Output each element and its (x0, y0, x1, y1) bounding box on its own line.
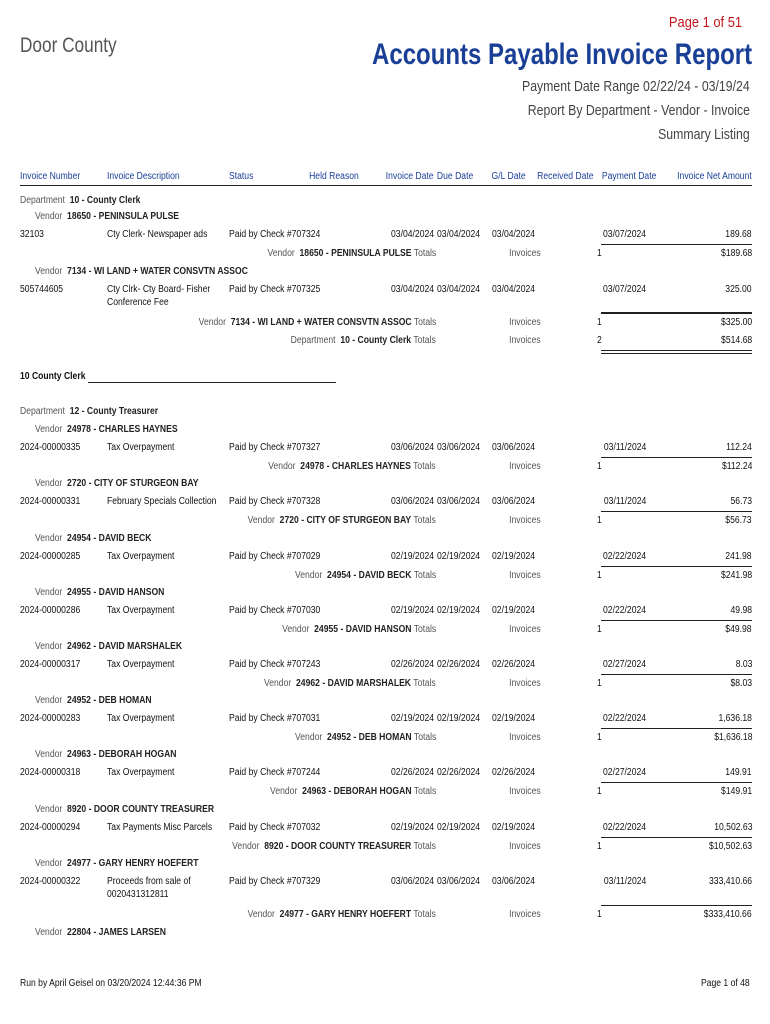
vendor-name: 8920 - DOOR COUNTY TREASURER (264, 841, 412, 852)
gl-date: 02/19/2024 (492, 551, 536, 562)
col-status: Status (229, 171, 254, 182)
totals-label: Totals (413, 570, 436, 581)
vendor-label: Vendor (35, 266, 63, 277)
payment-date: 03/11/2024 (603, 876, 646, 887)
vendor-total-label (248, 909, 436, 920)
subtotal-line (601, 674, 752, 675)
subtotal-line (601, 905, 752, 906)
vendor-total-label (248, 515, 436, 526)
payment-date: 03/11/2024 (603, 442, 646, 453)
invoice-amount: 189.68 (725, 229, 752, 240)
vendor-name: 24952 - DEB HOMAN (67, 695, 152, 706)
vendor-heading (35, 858, 198, 869)
vendor-total-label (270, 786, 436, 797)
vendor-name: 2720 - CITY OF STURGEON BAY (279, 515, 412, 526)
vendor-heading (35, 211, 179, 222)
vendor-invoices-label: Invoices (509, 515, 541, 526)
totals-label: Totals (413, 841, 436, 852)
vendor-heading (35, 641, 182, 652)
vendor-label: Vendor (35, 641, 63, 652)
vendor-total-amount: $189.68 (720, 248, 752, 259)
totals-label: Totals (413, 515, 436, 526)
vendor-total-amount: $241.98 (720, 570, 752, 581)
gl-date: 03/06/2024 (492, 876, 536, 887)
due-date: 02/19/2024 (436, 822, 480, 833)
payment-date: 02/27/2024 (602, 659, 646, 670)
invoice-amount: 333,410.66 (708, 876, 752, 887)
invoice-amount: 8.03 (735, 659, 752, 670)
vendor-label: Vendor (35, 478, 63, 489)
vendor-heading: Vendor 22804 - JAMES LARSEN (35, 927, 166, 938)
vendor-total-amount: $1,636.18 (713, 732, 752, 743)
invoice-description: 0020431312811 (107, 889, 169, 900)
invoice-number: 2024-00000318 (20, 767, 81, 778)
subtotal-line (601, 457, 752, 458)
vendor-name: 24962 - DAVID MARSHALEK (67, 641, 183, 652)
vendor-label: Vendor (247, 515, 276, 526)
totals-label: Totals (413, 624, 436, 635)
gl-date: 02/19/2024 (492, 822, 536, 833)
due-date: 03/06/2024 (436, 876, 480, 887)
vendor-label: Vendor (35, 587, 63, 598)
col-payment-date: Payment Date (601, 171, 656, 182)
invoice-number: 2024-00000285 (20, 551, 81, 562)
vendor-name: 24963 - DEBORAH HOGAN (301, 786, 412, 797)
invoice-amount: 10,502.63 (713, 822, 752, 833)
vendor-name: 24962 - DAVID MARSHALEK (296, 678, 412, 689)
invoice-description: Tax Overpayment (107, 713, 175, 724)
vendor-name: 24978 - CHARLES HAYNES (300, 461, 412, 472)
invoice-status: Paid by Check #707029 (229, 551, 321, 562)
invoice-number: 2024-00000322 (20, 876, 81, 887)
vendor-total-label (232, 841, 436, 852)
col-invoice-net-amount: Invoice Net Amount (677, 171, 752, 182)
vendor-label: Vendor (294, 570, 323, 581)
invoice-status: Paid by Check #707030 (229, 605, 321, 616)
due-date: 02/26/2024 (436, 659, 480, 670)
vendor-label: Vendor (198, 317, 226, 328)
dept-invoices-label: Invoices (509, 335, 541, 346)
subtotal-line (601, 837, 752, 838)
county-name: Door County (20, 34, 117, 57)
invoice-amount: 49.98 (730, 605, 752, 616)
vendor-name: 7134 - WI LAND + WATER CONSVTN ASSOC (67, 266, 248, 277)
gl-date: 03/06/2024 (492, 442, 536, 453)
invoice-amount: 1,636.18 (718, 713, 752, 724)
invoice-status: Paid by Check #707327 (229, 442, 321, 453)
invoice-description: Tax Overpayment (107, 605, 175, 616)
vendor-heading (35, 424, 178, 435)
vendor-total-label (295, 732, 436, 743)
col-invoice-description: Invoice Description (107, 171, 180, 182)
totals-label: Totals (413, 732, 436, 743)
vendor-total-label (282, 624, 436, 635)
vendor-label: Vendor (268, 461, 296, 472)
vendor-invoices-label: Invoices (509, 461, 541, 472)
subtotal-line (601, 566, 752, 567)
invoice-description: Tax Overpayment (107, 442, 175, 453)
vendor-name: 24952 - DEB HOMAN (326, 732, 412, 743)
invoice-status: Paid by Check #707328 (229, 496, 321, 507)
invoice-status: Paid by Check #707329 (229, 876, 321, 887)
run-by-footer: Run by April Geisel on 03/20/2024 12:44:36 PM (20, 978, 202, 989)
invoice-amount: 241.98 (725, 551, 752, 562)
due-date: 03/06/2024 (436, 496, 480, 507)
gl-date: 02/26/2024 (492, 659, 536, 670)
vendor-invoices-label: Invoices (509, 678, 541, 689)
vendor-heading (35, 266, 248, 277)
subtotal-line (601, 244, 752, 245)
invoice-amount: 325.00 (725, 284, 752, 295)
invoice-description: February Specials Collection (107, 496, 217, 507)
subtitle-date-range: Payment Date Range 02/22/24 - 03/19/24 (522, 78, 750, 95)
page-footer: Page 1 of 48 (701, 978, 750, 989)
col-due-date: Due Date (436, 171, 473, 182)
subtotal-line (601, 782, 752, 783)
vendor-label: Vendor (294, 732, 322, 743)
col-held-reason: Held Reason (309, 171, 359, 182)
invoice-description: Tax Overpayment (107, 659, 175, 670)
dept-footer-label: 10 County Clerk (20, 371, 86, 382)
invoice-description: Tax Overpayment (107, 767, 175, 778)
vendor-total-label (269, 461, 436, 472)
vendor-invoices-label: Invoices (509, 909, 541, 920)
due-date: 02/19/2024 (436, 713, 480, 724)
invoice-number: 2024-00000335 (20, 442, 81, 453)
payment-date: 02/22/2024 (602, 605, 646, 616)
invoice-number: 2024-00000294 (20, 822, 81, 833)
vendor-label: Vendor (247, 909, 276, 920)
vendor-label: Vendor (232, 841, 260, 852)
invoice-status: Paid by Check #707325 (229, 284, 321, 295)
vendor-total-amount: $325.00 (720, 317, 752, 328)
vendor-total-label (295, 570, 436, 581)
col-gl-date: G/L Date (491, 171, 526, 182)
due-date: 03/06/2024 (436, 442, 480, 453)
subtotal-line (601, 313, 752, 314)
vendor-invoices-count: 1 (597, 248, 602, 259)
invoice-amount: 56.73 (730, 496, 752, 507)
dept-label: Department 10 - County Clerk (20, 195, 141, 206)
vendor-heading (35, 478, 198, 489)
invoice-description: Cty Clrk- Cty Board- Fisher (107, 284, 211, 295)
invoice-date: 02/19/2024 (390, 605, 434, 616)
vendor-heading (35, 804, 214, 815)
due-date: 02/19/2024 (436, 605, 480, 616)
vendor-label: Vendor (35, 424, 63, 435)
payment-date: 03/11/2024 (603, 496, 646, 507)
invoice-description: Conference Fee (107, 297, 169, 308)
invoice-date: 03/04/2024 (390, 229, 434, 240)
vendor-total-amount: $49.98 (725, 624, 752, 635)
vendor-invoices-label: Invoices (509, 624, 541, 635)
vendor-heading (35, 695, 152, 706)
invoice-amount: 112.24 (726, 442, 752, 453)
col-invoice-number: Invoice Number (20, 171, 81, 182)
vendor-name: 24977 - GARY HENRY HOEFERT (67, 858, 199, 869)
vendor-invoices-count: 1 (597, 624, 602, 635)
vendor-invoices-label: Invoices (509, 841, 541, 852)
payment-date: 02/27/2024 (602, 767, 646, 778)
vendor-label: Vendor (35, 211, 63, 222)
vendor-label: Vendor (35, 533, 63, 544)
total-double-line (601, 350, 752, 354)
vendor-name: 24954 - DAVID BECK (67, 533, 152, 544)
invoice-number: 2024-00000331 (20, 496, 81, 507)
dept-total-label: Department 10 - County Clerk Totals (290, 335, 436, 346)
vendor-invoices-count: 1 (597, 909, 602, 920)
gl-date: 02/26/2024 (492, 767, 536, 778)
invoice-status: Paid by Check #707324 (229, 229, 321, 240)
totals-label: Totals (413, 909, 436, 920)
vendor-name: 24963 - DEBORAH HOGAN (67, 749, 177, 760)
vendor-name: 8920 - DOOR COUNTY TREASURER (67, 804, 215, 815)
invoice-number: 32103 (20, 229, 44, 240)
invoice-date: 03/06/2024 (390, 496, 434, 507)
gl-date: 03/04/2024 (492, 284, 536, 295)
vendor-name: 24954 - DAVID BECK (326, 570, 412, 581)
vendor-label: Vendor (35, 749, 63, 760)
invoice-date: 02/26/2024 (390, 659, 434, 670)
subtitle-report-by: Report By Department - Vendor - Invoice (527, 102, 750, 119)
payment-date: 03/07/2024 (602, 229, 646, 240)
payment-date: 03/07/2024 (602, 284, 646, 295)
vendor-total-amount: $149.91 (720, 786, 752, 797)
vendor-invoices-count: 1 (597, 317, 602, 328)
invoice-number: 505744605 (20, 284, 64, 295)
vendor-invoices-count: 1 (597, 461, 602, 472)
due-date: 03/04/2024 (436, 284, 480, 295)
due-date: 02/19/2024 (436, 551, 480, 562)
vendor-heading (35, 749, 176, 760)
invoice-date: 03/06/2024 (390, 876, 434, 887)
vendor-invoices-count: 1 (597, 786, 602, 797)
totals-label: Totals (413, 248, 436, 259)
gl-date: 03/04/2024 (492, 229, 536, 240)
invoice-description: Proceeds from sale of (107, 876, 191, 887)
vendor-invoices-count: 1 (597, 570, 602, 581)
vendor-invoices-label: Invoices (509, 732, 541, 743)
invoice-amount: 149.91 (725, 767, 752, 778)
invoice-description: Cty Clerk- Newspaper ads (107, 229, 208, 240)
invoice-description: Tax Payments Misc Parcels (107, 822, 213, 833)
subtotal-line (601, 728, 752, 729)
vendor-total-amount: $333,410.66 (704, 909, 752, 920)
vendor-invoices-count: 1 (597, 678, 602, 689)
subtotal-line (601, 511, 752, 512)
dept-footer-line (88, 382, 336, 383)
invoice-date: 03/06/2024 (390, 442, 434, 453)
vendor-invoices-count: 1 (597, 732, 602, 743)
vendor-invoices-count: 1 (597, 515, 602, 526)
vendor-name: 18650 - PENINSULA PULSE (67, 211, 180, 222)
totals-label: Totals (413, 317, 436, 328)
invoice-status: Paid by Check #707031 (229, 713, 321, 724)
gl-date: 02/19/2024 (492, 605, 536, 616)
gl-date: 03/06/2024 (492, 496, 536, 507)
vendor-total-amount: $10,502.63 (708, 841, 752, 852)
invoice-date: 02/19/2024 (390, 713, 434, 724)
vendor-name: 24955 - DAVID HANSON (313, 624, 412, 635)
col-invoice-date: Invoice Date (386, 171, 434, 182)
vendor-total-amount: $8.03 (730, 678, 752, 689)
vendor-name: 24955 - DAVID HANSON (67, 587, 165, 598)
gl-date: 02/19/2024 (492, 713, 536, 724)
page-number-label: Page 1 of 51 (668, 14, 742, 31)
totals-label: Totals (413, 786, 436, 797)
vendor-invoices-count: 1 (597, 841, 602, 852)
subtotal-line (601, 312, 752, 313)
subtitle-summary: Summary Listing (658, 126, 750, 143)
invoice-date: 02/19/2024 (390, 551, 434, 562)
invoice-date: 02/19/2024 (390, 822, 434, 833)
invoice-number: 2024-00000286 (20, 605, 81, 616)
vendor-label: Vendor (267, 248, 295, 259)
vendor-total-amount: $112.24 (721, 461, 752, 472)
vendor-invoices-label: Invoices (509, 248, 541, 259)
totals-label: Totals (413, 678, 436, 689)
col-received-date: Received Date (537, 171, 594, 182)
vendor-label: Vendor (35, 695, 63, 706)
invoice-date: 03/04/2024 (390, 284, 434, 295)
due-date: 03/04/2024 (436, 229, 480, 240)
invoice-description: Tax Overpayment (107, 551, 175, 562)
vendor-label: Vendor (269, 786, 298, 797)
vendor-name: 7134 - WI LAND + WATER CONSVTN ASSOC (230, 317, 412, 328)
invoice-date: 02/26/2024 (390, 767, 434, 778)
invoice-status: Paid by Check #707244 (229, 767, 321, 778)
vendor-total-amount: $56.73 (725, 515, 752, 526)
dept-total-amount: $514.68 (720, 335, 752, 346)
totals-label: Totals (413, 461, 436, 472)
invoice-status: Paid by Check #707243 (229, 659, 321, 670)
vendor-name: 24977 - GARY HENRY HOEFERT (279, 909, 412, 920)
vendor-label: Vendor (264, 678, 292, 689)
vendor-invoices-label: Invoices (509, 786, 541, 797)
due-date: 02/26/2024 (436, 767, 480, 778)
vendor-label: Vendor (35, 804, 63, 815)
vendor-invoices-label: Invoices (509, 570, 541, 581)
vendor-name: 2720 - CITY OF STURGEON BAY (67, 478, 199, 489)
report-title: Accounts Payable Invoice Report (371, 38, 752, 71)
dept-invoices-count: 2 (597, 335, 602, 346)
vendor-label: Vendor (281, 624, 310, 635)
invoice-status: Paid by Check #707032 (229, 822, 321, 833)
vendor-invoices-label: Invoices (509, 317, 541, 328)
vendor-total-label (198, 317, 436, 328)
invoice-number: 2024-00000283 (20, 713, 81, 724)
vendor-heading (35, 587, 164, 598)
vendor-total-label (264, 678, 436, 689)
payment-date: 02/22/2024 (602, 551, 646, 562)
vendor-total-label (267, 248, 436, 259)
payment-date: 02/22/2024 (602, 822, 646, 833)
header-divider (20, 185, 752, 186)
dept-label: Department 12 - County Treasurer (20, 406, 159, 417)
vendor-heading (35, 533, 151, 544)
subtotal-line (601, 620, 752, 621)
vendor-label: Vendor (35, 858, 63, 869)
vendor-name: 24978 - CHARLES HAYNES (67, 424, 178, 435)
invoice-number: 2024-00000317 (20, 659, 81, 670)
vendor-name: 18650 - PENINSULA PULSE (299, 248, 412, 259)
payment-date: 02/22/2024 (602, 713, 646, 724)
